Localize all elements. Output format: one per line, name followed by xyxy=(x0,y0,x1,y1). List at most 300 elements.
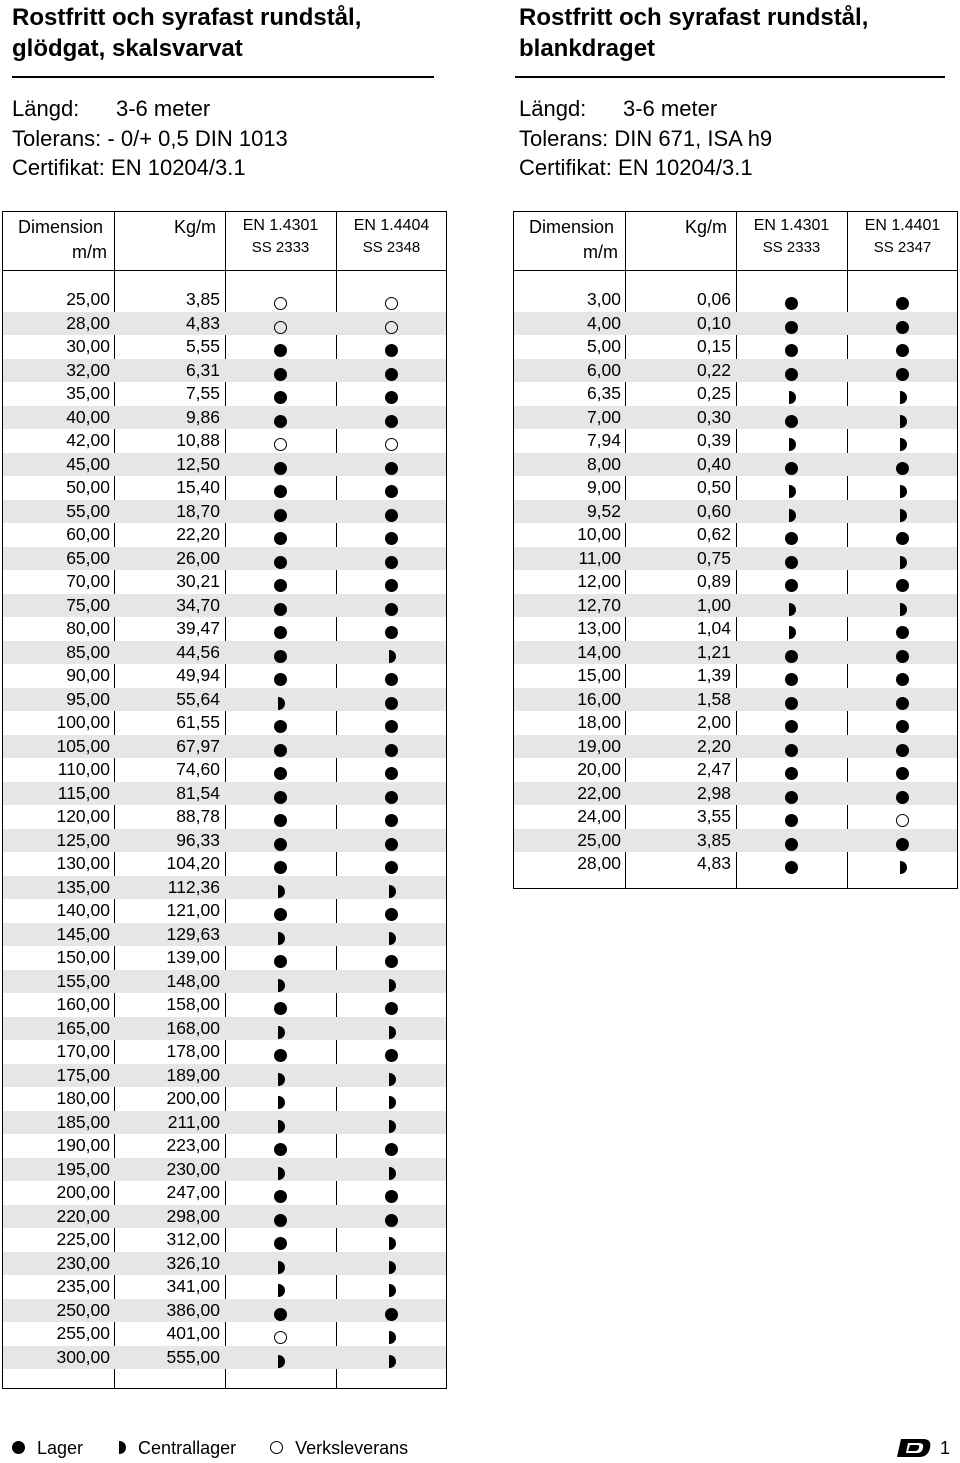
legend-lager-label: Lager xyxy=(37,1438,84,1458)
full-dot-icon xyxy=(892,575,912,589)
kg-per-meter-value: 2,20 xyxy=(696,735,731,756)
dimension-value: 13,00 xyxy=(577,618,621,638)
dimension-value: 6,35 xyxy=(586,383,621,403)
kg-per-meter-value: 2,98 xyxy=(696,782,731,803)
kg-per-meter-value: 4,83 xyxy=(185,312,220,333)
half-dot-icon xyxy=(892,434,912,448)
half-dot-icon xyxy=(270,1069,290,1083)
full-dot-icon xyxy=(270,1139,290,1153)
full-dot-icon xyxy=(270,599,290,613)
kg-per-meter-value: 49,94 xyxy=(176,665,220,685)
full-dot-icon xyxy=(892,693,912,707)
full-dot-icon xyxy=(270,387,290,401)
right-header-grade1-ss: SS 2333 xyxy=(762,239,821,256)
full-dot-icon xyxy=(781,317,801,331)
table-row xyxy=(514,476,957,500)
dimension-value: 195,00 xyxy=(56,1158,110,1179)
dimension-value: 155,00 xyxy=(56,970,110,991)
full-dot-icon xyxy=(381,998,401,1012)
full-dot-icon xyxy=(381,1304,401,1318)
kg-per-meter-value: 0,15 xyxy=(696,336,731,356)
dimension-value: 220,00 xyxy=(56,1205,110,1226)
half-dot-icon xyxy=(381,1327,401,1341)
dimension-value: 45,00 xyxy=(66,453,110,474)
table-row xyxy=(3,1181,446,1205)
full-dot-icon xyxy=(381,1210,401,1224)
table-row xyxy=(514,805,957,829)
half-dot-icon xyxy=(270,881,290,895)
right-title-rule xyxy=(515,76,945,78)
full-dot-icon xyxy=(12,1436,25,1460)
dimension-value: 10,00 xyxy=(577,524,621,544)
dimension-value: 11,00 xyxy=(578,547,621,568)
left-title-line2: glödgat, skalsvarvat xyxy=(12,35,243,62)
table-row xyxy=(514,335,957,359)
kg-per-meter-value: 26,00 xyxy=(176,547,220,568)
kg-per-meter-value: 34,70 xyxy=(176,594,220,615)
half-dot-icon xyxy=(381,1351,401,1365)
full-dot-icon xyxy=(381,575,401,589)
dimension-value: 65,00 xyxy=(66,547,110,568)
kg-per-meter-value: 22,20 xyxy=(176,524,220,544)
full-dot-icon xyxy=(781,810,801,824)
dimension-value: 175,00 xyxy=(56,1064,110,1085)
kg-per-meter-value: 312,00 xyxy=(166,1229,220,1249)
dimension-value: 22,00 xyxy=(577,782,621,803)
kg-per-meter-value: 2,47 xyxy=(696,759,731,779)
full-dot-icon xyxy=(270,834,290,848)
full-dot-icon xyxy=(892,364,912,378)
half-dot-icon xyxy=(381,1233,401,1247)
kg-per-meter-value: 178,00 xyxy=(166,1041,220,1061)
kg-per-meter-value: 5,55 xyxy=(185,336,220,356)
half-dot-icon xyxy=(381,1116,401,1130)
kg-per-meter-value: 0,06 xyxy=(696,289,731,309)
right-title xyxy=(519,2,868,64)
kg-per-meter-value: 81,54 xyxy=(176,782,220,803)
full-dot-icon xyxy=(270,528,290,542)
dimension-value: 185,00 xyxy=(56,1111,110,1132)
table-row xyxy=(3,547,446,571)
full-dot-icon xyxy=(781,575,801,589)
table-row xyxy=(3,970,446,994)
half-dot-icon xyxy=(781,434,801,448)
kg-per-meter-value: 44,56 xyxy=(176,641,220,662)
full-dot-icon xyxy=(781,857,801,871)
dimension-value: 60,00 xyxy=(66,524,110,544)
table-row xyxy=(3,1275,446,1299)
kg-per-meter-value: 0,75 xyxy=(696,547,731,568)
kg-per-meter-value: 0,39 xyxy=(696,430,731,450)
full-dot-icon xyxy=(381,740,401,754)
left-info-length: Längd: 3-6 meter xyxy=(12,96,211,121)
table-row xyxy=(514,382,957,406)
legend xyxy=(12,1436,442,1460)
full-dot-icon xyxy=(781,646,801,660)
right-title-line1: Rostfritt och syrafast rundstål, xyxy=(519,4,869,31)
open-circle-icon xyxy=(270,1327,290,1341)
left-title-line1: Rostfritt och syrafast rundstål, xyxy=(12,4,362,31)
full-dot-icon xyxy=(781,364,801,378)
full-dot-icon xyxy=(781,834,801,848)
legend-centrallager-label: Centrallager xyxy=(138,1438,237,1458)
dimension-value: 190,00 xyxy=(56,1135,110,1155)
dimension-value: 125,00 xyxy=(56,829,110,850)
full-dot-icon xyxy=(892,834,912,848)
table-row xyxy=(514,758,957,782)
table-row xyxy=(3,312,446,336)
dimension-value: 9,52 xyxy=(586,500,621,521)
table-row xyxy=(514,288,957,312)
table-row xyxy=(3,758,446,782)
half-dot-icon xyxy=(892,387,912,401)
left-header-dimension: Dimension xyxy=(18,217,104,237)
table-row xyxy=(3,406,446,430)
table-row xyxy=(3,1252,446,1276)
dimension-value: 28,00 xyxy=(577,853,621,873)
full-dot-icon xyxy=(381,1186,401,1200)
kg-per-meter-value: 9,86 xyxy=(185,406,220,427)
legend-lager xyxy=(12,1436,83,1460)
full-dot-icon xyxy=(270,951,290,965)
dimension-value: 160,00 xyxy=(56,994,110,1014)
table-row xyxy=(3,899,446,923)
full-dot-icon xyxy=(270,622,290,636)
open-circle-icon xyxy=(270,1436,283,1460)
full-dot-icon xyxy=(270,575,290,589)
left-table xyxy=(2,211,447,1389)
right-title-line2: blankdraget xyxy=(519,35,656,62)
table-row xyxy=(3,782,446,806)
kg-per-meter-value: 1,04 xyxy=(696,618,731,638)
dimension-value: 32,00 xyxy=(66,359,110,380)
dimension-value: 170,00 xyxy=(56,1041,110,1061)
full-dot-icon xyxy=(270,740,290,754)
kg-per-meter-value: 112,36 xyxy=(167,876,220,897)
table-row xyxy=(514,429,957,453)
half-dot-icon xyxy=(381,1163,401,1177)
dimension-value: 165,00 xyxy=(56,1017,110,1038)
kg-per-meter-value: 0,25 xyxy=(696,383,731,403)
full-dot-icon xyxy=(781,340,801,354)
left-header-unit: m/m xyxy=(72,242,107,262)
table-row xyxy=(514,453,957,477)
kg-per-meter-value: 1,00 xyxy=(696,594,731,615)
right-info xyxy=(519,94,772,183)
full-dot-icon xyxy=(781,763,801,777)
kg-per-meter-value: 15,40 xyxy=(176,477,220,497)
full-dot-icon xyxy=(381,364,401,378)
dimension-value: 30,00 xyxy=(66,336,110,356)
half-dot-icon xyxy=(381,881,401,895)
kg-per-meter-value: 0,62 xyxy=(696,524,731,544)
kg-per-meter-value: 0,30 xyxy=(696,406,731,427)
table-row xyxy=(3,617,446,641)
legend-centrallager xyxy=(117,1436,236,1460)
dimension-value: 180,00 xyxy=(56,1088,110,1108)
half-dot-icon xyxy=(270,928,290,942)
half-dot-icon xyxy=(117,1436,126,1460)
dimension-value: 85,00 xyxy=(66,641,110,662)
table-row xyxy=(514,500,957,524)
left-header-grade1-en: EN 1.4301 xyxy=(242,217,319,234)
full-dot-icon xyxy=(381,834,401,848)
kg-per-meter-value: 121,00 xyxy=(166,900,220,920)
legend-verksleverans xyxy=(270,1436,408,1460)
full-dot-icon xyxy=(892,340,912,354)
full-dot-icon xyxy=(892,669,912,683)
left-info xyxy=(12,94,288,183)
kg-per-meter-value: 211,00 xyxy=(167,1111,220,1132)
half-dot-icon xyxy=(270,1280,290,1294)
right-info-length: Längd: 3-6 meter xyxy=(519,96,718,121)
full-dot-icon xyxy=(270,716,290,730)
dimension-value: 28,00 xyxy=(66,312,110,333)
dimension-value: 230,00 xyxy=(56,1252,110,1273)
open-circle-icon xyxy=(270,434,290,448)
table-row xyxy=(3,1134,446,1158)
table-row xyxy=(3,1064,446,1088)
half-dot-icon xyxy=(892,552,912,566)
dimension-value: 105,00 xyxy=(56,735,110,756)
kg-per-meter-value: 0,89 xyxy=(696,571,731,591)
full-dot-icon xyxy=(381,904,401,918)
open-circle-icon xyxy=(381,317,401,331)
table-row xyxy=(514,829,957,853)
full-dot-icon xyxy=(892,317,912,331)
kg-per-meter-value: 39,47 xyxy=(176,618,220,638)
kg-per-meter-value: 0,10 xyxy=(696,312,731,333)
dimension-value: 235,00 xyxy=(56,1276,110,1296)
right-header-unit: m/m xyxy=(583,242,618,262)
legend-verksleverans-label: Verksleverans xyxy=(295,1438,409,1458)
full-dot-icon xyxy=(270,998,290,1012)
dimension-value: 255,00 xyxy=(56,1323,110,1343)
full-dot-icon xyxy=(270,1233,290,1247)
full-dot-icon xyxy=(270,810,290,824)
dimension-value: 8,00 xyxy=(586,453,621,474)
dimension-value: 4,00 xyxy=(586,312,621,333)
half-dot-icon xyxy=(270,1163,290,1177)
dimension-value: 200,00 xyxy=(56,1182,110,1202)
half-dot-icon xyxy=(781,481,801,495)
full-dot-icon xyxy=(381,693,401,707)
table-row xyxy=(3,1158,446,1182)
full-dot-icon xyxy=(892,622,912,636)
kg-per-meter-value: 55,64 xyxy=(176,688,220,709)
table-row xyxy=(3,476,446,500)
full-dot-icon xyxy=(381,599,401,613)
dimension-value: 42,00 xyxy=(66,430,110,450)
full-dot-icon xyxy=(270,763,290,777)
table-row xyxy=(3,335,446,359)
table-row xyxy=(3,1205,446,1229)
left-header-grade1-ss: SS 2333 xyxy=(251,239,310,256)
half-dot-icon xyxy=(781,622,801,636)
table-row xyxy=(3,523,446,547)
table-row xyxy=(3,359,446,383)
half-dot-icon xyxy=(781,505,801,519)
kg-per-meter-value: 401,00 xyxy=(166,1323,220,1343)
kg-per-meter-value: 1,39 xyxy=(696,665,731,685)
full-dot-icon xyxy=(270,1304,290,1318)
full-dot-icon xyxy=(781,552,801,566)
kg-per-meter-value: 2,00 xyxy=(696,712,731,732)
kg-per-meter-value: 74,60 xyxy=(176,759,220,779)
table-row xyxy=(3,829,446,853)
page-number: 1 xyxy=(940,1438,951,1458)
table-row xyxy=(514,688,957,712)
dimension-value: 24,00 xyxy=(577,806,621,826)
left-header-grade2-ss: SS 2348 xyxy=(362,239,421,256)
table-row xyxy=(3,429,446,453)
kg-per-meter-value: 104,20 xyxy=(166,853,220,873)
half-dot-icon xyxy=(892,505,912,519)
full-dot-icon xyxy=(781,458,801,472)
dimension-value: 70,00 xyxy=(66,571,110,591)
kg-per-meter-value: 18,70 xyxy=(176,500,220,521)
dimension-value: 15,00 xyxy=(577,665,621,685)
left-title xyxy=(12,2,361,64)
left-header-grade2-en: EN 1.4404 xyxy=(353,217,430,234)
table-row xyxy=(3,453,446,477)
dimension-value: 25,00 xyxy=(577,829,621,850)
dimension-value: 14,00 xyxy=(577,641,621,662)
full-dot-icon xyxy=(781,528,801,542)
table-row xyxy=(3,1040,446,1064)
table-row xyxy=(3,946,446,970)
table-row xyxy=(514,523,957,547)
full-dot-icon xyxy=(381,552,401,566)
full-dot-icon xyxy=(270,1045,290,1059)
dimension-value: 35,00 xyxy=(66,383,110,403)
full-dot-icon xyxy=(270,364,290,378)
full-dot-icon xyxy=(270,481,290,495)
table-row xyxy=(3,805,446,829)
half-dot-icon xyxy=(781,387,801,401)
left-info-tolerance: Tolerans: - 0/+ 0,5 DIN 1013 xyxy=(12,125,288,151)
full-dot-icon xyxy=(781,740,801,754)
table-row xyxy=(3,735,446,759)
left-header-kgm: Kg/m xyxy=(174,217,217,237)
kg-per-meter-value: 341,00 xyxy=(166,1276,220,1296)
half-dot-icon xyxy=(381,646,401,660)
open-circle-icon xyxy=(892,810,912,824)
kg-per-meter-value: 0,50 xyxy=(696,477,731,497)
half-dot-icon xyxy=(270,1257,290,1271)
half-dot-icon xyxy=(381,1257,401,1271)
right-header-grade2-en: EN 1.4401 xyxy=(864,217,941,234)
half-dot-icon xyxy=(381,1280,401,1294)
full-dot-icon xyxy=(381,787,401,801)
kg-per-meter-value: 30,21 xyxy=(176,571,220,591)
full-dot-icon xyxy=(270,787,290,801)
kg-per-meter-value: 298,00 xyxy=(166,1205,220,1226)
dimension-value: 16,00 xyxy=(577,688,621,709)
half-dot-icon xyxy=(892,411,912,425)
table-row xyxy=(3,1111,446,1135)
full-dot-icon xyxy=(270,458,290,472)
half-dot-icon xyxy=(381,928,401,942)
dimension-value: 18,00 xyxy=(577,712,621,732)
full-dot-icon xyxy=(270,340,290,354)
right-header-grade2-ss: SS 2347 xyxy=(873,239,932,256)
half-dot-icon xyxy=(270,1116,290,1130)
full-dot-icon xyxy=(892,458,912,472)
kg-per-meter-value: 158,00 xyxy=(166,994,220,1014)
table-row xyxy=(514,782,957,806)
full-dot-icon xyxy=(381,763,401,777)
table-row xyxy=(3,923,446,947)
open-circle-icon xyxy=(270,293,290,307)
table-row xyxy=(3,288,446,312)
table-row xyxy=(3,594,446,618)
dimension-value: 9,00 xyxy=(586,477,621,497)
kg-per-meter-value: 1,21 xyxy=(696,641,731,662)
kg-per-meter-value: 326,10 xyxy=(166,1252,220,1273)
half-dot-icon xyxy=(270,1092,290,1106)
table-row xyxy=(514,359,957,383)
kg-per-meter-value: 148,00 xyxy=(166,970,220,991)
full-dot-icon xyxy=(892,646,912,660)
full-dot-icon xyxy=(270,1210,290,1224)
right-header-dimension: Dimension xyxy=(529,217,615,237)
kg-per-meter-value: 3,55 xyxy=(696,806,731,826)
dimension-value: 80,00 xyxy=(66,618,110,638)
full-dot-icon xyxy=(892,716,912,730)
dimension-value: 7,94 xyxy=(586,430,621,450)
half-dot-icon xyxy=(892,857,912,871)
full-dot-icon xyxy=(381,528,401,542)
kg-per-meter-value: 555,00 xyxy=(166,1346,220,1367)
half-dot-icon xyxy=(381,1069,401,1083)
kg-per-meter-value: 96,33 xyxy=(176,829,220,850)
table-row xyxy=(3,876,446,900)
kg-per-meter-value: 0,60 xyxy=(696,500,731,521)
full-dot-icon xyxy=(381,411,401,425)
dimension-value: 55,00 xyxy=(66,500,110,521)
right-info-certificate: Certifikat: EN 10204/3.1 xyxy=(519,155,753,180)
half-dot-icon xyxy=(270,693,290,707)
dimension-value: 19,00 xyxy=(577,735,621,756)
full-dot-icon xyxy=(381,1139,401,1153)
full-dot-icon xyxy=(270,411,290,425)
full-dot-icon xyxy=(381,340,401,354)
kg-per-meter-value: 189,00 xyxy=(166,1064,220,1085)
table-row xyxy=(3,1087,446,1111)
dimension-value: 135,00 xyxy=(56,876,110,897)
dimension-value: 7,00 xyxy=(586,406,621,427)
left-info-certificate: Certifikat: EN 10204/3.1 xyxy=(12,155,246,180)
full-dot-icon xyxy=(781,411,801,425)
kg-per-meter-value: 88,78 xyxy=(176,806,220,826)
kg-per-meter-value: 0,22 xyxy=(696,359,731,380)
full-dot-icon xyxy=(781,293,801,307)
full-dot-icon xyxy=(892,293,912,307)
table-row xyxy=(3,500,446,524)
kg-per-meter-value: 247,00 xyxy=(166,1182,220,1202)
full-dot-icon xyxy=(781,693,801,707)
dimension-value: 95,00 xyxy=(66,688,110,709)
dimension-value: 75,00 xyxy=(66,594,110,615)
open-circle-icon xyxy=(270,317,290,331)
dimension-value: 140,00 xyxy=(56,900,110,920)
full-dot-icon xyxy=(270,1186,290,1200)
kg-per-meter-value: 10,88 xyxy=(176,430,220,450)
right-header-grade1-en: EN 1.4301 xyxy=(753,217,830,234)
right-header-kgm: Kg/m xyxy=(685,217,728,237)
kg-per-meter-value: 200,00 xyxy=(166,1088,220,1108)
